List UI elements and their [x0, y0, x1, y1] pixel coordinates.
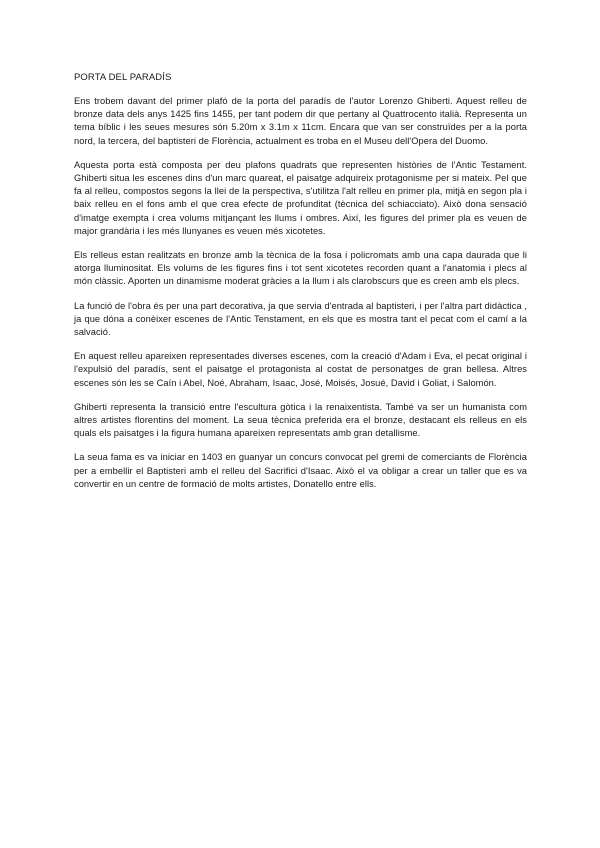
paragraph-materials: Els relleus estan realitzats en bronze amb la tècnica de la fosa i policromats amb una capa daurada que li atorga lluminositat. Els volums de les figures fins i tot sent xicotetes recorden quant a l'anatomia i plecs al món clàssic. Aporten un dinamisme moderat gràcies a la llum i als clarobscurs que es creen amb els plecs.	[74, 250, 527, 287]
document-title: PORTA DEL PARADÍS	[74, 72, 172, 83]
paragraph-introduction: Ens trobem davant del primer plafó de la porta del paradís de l'autor Lorenzo Ghiberti. Aquest relleu de bronze data dels anys 1425 fins 1455, per tant podem dir que pertany al Quattrocento italià. Representa un tema bíblic i les seues mesures són 5.20m x 3.1m x 11cm. Encara que van ser construïdes per a la porta nord, la tercera, del baptisteri de Florència, actualment es troba en el Museu dell'Opera del Duomo.	[74, 96, 527, 146]
paragraph-fame: La seua fama es va iniciar en 1403 en guanyar un concurs convocat pel gremi de comerciants de Florència per a embellir el Baptisteri amb el relleu del Sacrifici d'Isaac. Això el va obligar a crear un taller que es va convertir en un centre de formació de molts artistes, Donatello entre ells.	[74, 452, 527, 489]
document-page	[74, 72, 527, 502]
paragraph-ghiberti: Ghiberti representa la transició entre l'escultura gòtica i la renaixentista. També va ser un humanista com altres artistes florentins del moment. La seua tècnica preferida era el bronze, destacant els relleus en els quals els paisatges i la figura humana apareixen representats amb gran detallisme.	[74, 401, 527, 439]
paragraph-composition: Aquesta porta està composta per deu plafons quadrats que representen històries de l'Antic Testament. Ghiberti situa les escenes dins d'un marc quareat, el paisatge adquireix protagonisme per si mateix. Pel que fa al relleu, compostos segons la llei de la perspectiva, s'utilitza l'alt relleu en primer pla, mitjà en segon pla i baix relleu en el fons amb el que crea efecte de profunditat (tècnica del schiacciato). Això dona sensació d'imatge exempta i crea volums mitjançant les llums i ombres. Així, les figures del primer pla es veuen de major grandària i les més llunyanes es veuen més xicotetes.	[74, 159, 527, 236]
paragraph-scenes: En aquest relleu apareixen representades diverses escenes, com la creació d'Adam i Eva, el pecat original i l'expulsió del paradís, sent el paisatge el protagonista al costat de personatges de gran bellesa. Altres escenes són les se Caín i Abel, Noé, Abraham, Isaac, José, Moisés, Josué, David i Goliat, i Salomón.	[74, 351, 527, 388]
paragraph-function: La funció de l'obra és per una part decorativa, ja que servia d'entrada al baptisteri, i per l'altra part didàctica , ja que dóna a conèixer escenes de l'Antic Tenstament, en els que es mostra tant el pecat com el camí a la salvació.	[74, 300, 527, 338]
